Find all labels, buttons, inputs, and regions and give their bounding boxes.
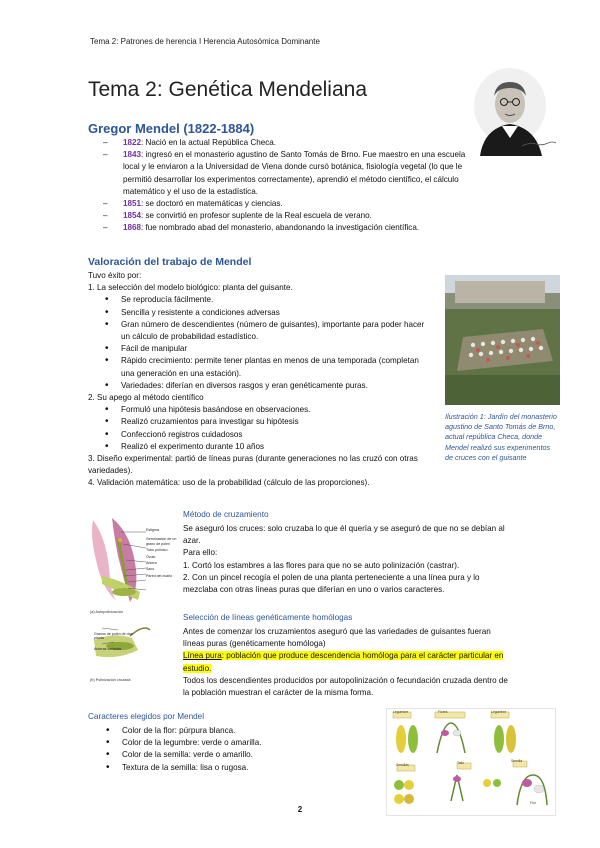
definition-text: : población que produce descendencia homóloga para el carácter particular en estudio. (183, 651, 504, 673)
timeline-year: 1851 (123, 199, 142, 209)
diagram-label: Anteras cortadas (94, 646, 122, 651)
diagram-caption-b: (b) Polinización cruzada (90, 678, 131, 682)
figure-label: Semillas (396, 763, 409, 767)
figure-label: Tallo (457, 761, 464, 765)
lineas-body (183, 626, 513, 699)
timeline-text: : Nació en la actual República Checa. (141, 138, 276, 147)
list-item: • Rápido crecimiento: permite tener plantas en menos de una temporada (completan una generación en una estación). (105, 355, 433, 379)
timeline-item (103, 198, 518, 210)
list-item: • Realizó el experimento durante 10 años (105, 441, 433, 453)
timeline-year: 1854 (123, 211, 142, 221)
mendel-heading: Gregor Mendel (1822-1884) (88, 121, 255, 136)
valoracion-point-3: 3. Diseño experimental: partió de líneas puras (durante generaciones no las cruzó con otras variedades). (88, 454, 418, 476)
diagram-label: Pared del ovario (146, 573, 173, 578)
metodo-heading: Método de cruzamiento (183, 510, 269, 519)
timeline-item (103, 137, 518, 149)
figure-label: Flores (438, 710, 448, 714)
monastery-garden-photo (445, 275, 560, 405)
list-item: • Color de la semilla: verde o amarillo. (106, 749, 366, 761)
diagram-label: Saco (146, 567, 155, 572)
metodo-line: 2. Con un pincel recogía el polen de una planta perteneciente a una línea pura y lo mezclaba con otras líneas puras que diferían en uno o varios caracteres. (183, 572, 480, 595)
diagram-label: Antera (146, 561, 157, 566)
figure-label: Semilla (511, 759, 523, 763)
timeline-text: : se doctoró en matemáticas y ciencias. (141, 199, 283, 209)
list-item: • Formuló una hipótesis basándose en observaciones. (105, 404, 433, 416)
page-number: 2 (297, 805, 303, 814)
lineas-line: Antes de comenzar los cruzamientos aseguró que las variedades de guisantes fueran líneas puras (genéticamente homóloga) (183, 627, 491, 649)
timeline-item (103, 210, 518, 222)
diagram-labels-b (94, 632, 138, 651)
linea-pura-definition (183, 650, 513, 674)
timeline-item (103, 149, 478, 198)
list-item: • Color de la legumbre: verde o amarilla. (106, 737, 366, 749)
metodo-line: Para ello: (183, 548, 218, 558)
lineas-heading: Selección de líneas genéticamente homólogas (183, 613, 353, 622)
list-item: • Realizó cruzamientos para investigar su hipótesis (105, 416, 433, 428)
page-title: Tema 2: Genética Mendeliana (88, 78, 367, 101)
point-2-list (105, 404, 433, 453)
metodo-line: Se aseguró los cruces: solo cruzaba lo que él quería y se aseguró de que no se debían al azar. (183, 524, 505, 546)
timeline-item (103, 222, 518, 234)
list-item: • Sencilla y resistente a condiciones adversas (105, 307, 433, 319)
valoracion-heading: Valoración del trabajo de Mendel (88, 256, 252, 268)
timeline-year: 1843 (123, 150, 142, 160)
metodo-line: 1. Cortó los estambres a las flores para que no se auto polinización (castrar). (183, 560, 460, 570)
diagram-label: Tubo polínico (146, 548, 168, 553)
definition-term: Línea pura (183, 651, 222, 661)
point-1-list (105, 294, 433, 392)
running-header: Tema 2: Patrones de herencia I Herencia Autosómica Dominante (90, 37, 320, 46)
list-item: • Se reproducía fácilmente. (105, 294, 433, 306)
diagram-labels (146, 528, 178, 578)
valoracion-point-1: 1. La selección del modelo biológico: planta del guisante. (88, 283, 293, 293)
mendel-timeline (103, 137, 518, 235)
list-item: • Fácil de manipular (105, 343, 433, 355)
list-item: • Variedades: diferían en diversos rasgos y eran genéticamente puras. (105, 380, 433, 392)
figure-label: Legumbre (491, 710, 507, 714)
diagram-caption-a: (a) Autopolinización (90, 610, 124, 614)
caracteres-list (106, 725, 366, 774)
valoracion-point-4: 4. Validación matemática: uso de la probabilidad (cálculo de las proporciones). (88, 478, 370, 488)
valoracion-body (88, 270, 433, 490)
garden-caption: Ilustración 1: Jardín del monasterio agustino de Santo Tomás de Brno, actual república Checa, donde Mendel realizó sus experimentos de cruces con el guisante (445, 412, 557, 462)
list-item: • Textura de la semilla: lisa o rugosa. (106, 762, 366, 774)
diagram-label: Germinación de un grano de polen (146, 537, 177, 546)
figure-label: Flor (530, 801, 536, 805)
lineas-line: Todos los descendientes producidos por autopolinización o fecundación cruzada dentro de la población muestran el carácter de la misma forma. (183, 675, 508, 698)
metodo-body (183, 523, 513, 596)
timeline-text: : ingresó en el monasterio agustino de Santo Tomás de Brno. Fue maestro en una escuela local y le enviaron a la Universidad de Viena donde cursó botánica, fisiología vegetal (lo que le permitió desarrollar los experimentos correctamente), aprendió el método científico, el cálculo matemático y el uso de la estadística. (123, 150, 466, 196)
timeline-year: 1868 (123, 223, 142, 233)
list-item: • Confeccionó registros cuidadosos (105, 429, 433, 441)
valoracion-point-2: 2. Su apego al método científico (88, 393, 204, 403)
timeline-text: : fue nombrado abad del monasterio, abandonando la investigación científica. (141, 223, 420, 233)
valoracion-intro: Tuvo éxito por: (88, 271, 142, 280)
list-item: • Gran número de descendientes (número de guisantes), importante para poder hacer un cálculo de probabilidad estadístico. (105, 319, 433, 343)
caracteres-heading: Caracteres elegidos por Mendel (88, 712, 205, 721)
diagram-label: Granos de polen de otra planta (94, 632, 133, 641)
diagram-label: Óvulo (146, 554, 156, 559)
pea-figure-labels (390, 709, 555, 809)
list-item: • Color de la flor: púrpura blanca. (106, 725, 366, 737)
timeline-text: : se convirtió en profesor suplente de la Real escuela de verano. (141, 211, 372, 221)
figure-label: Legumbre (393, 710, 409, 714)
timeline-year: 1822 (123, 138, 142, 147)
diagram-label: Estigma (146, 528, 159, 532)
